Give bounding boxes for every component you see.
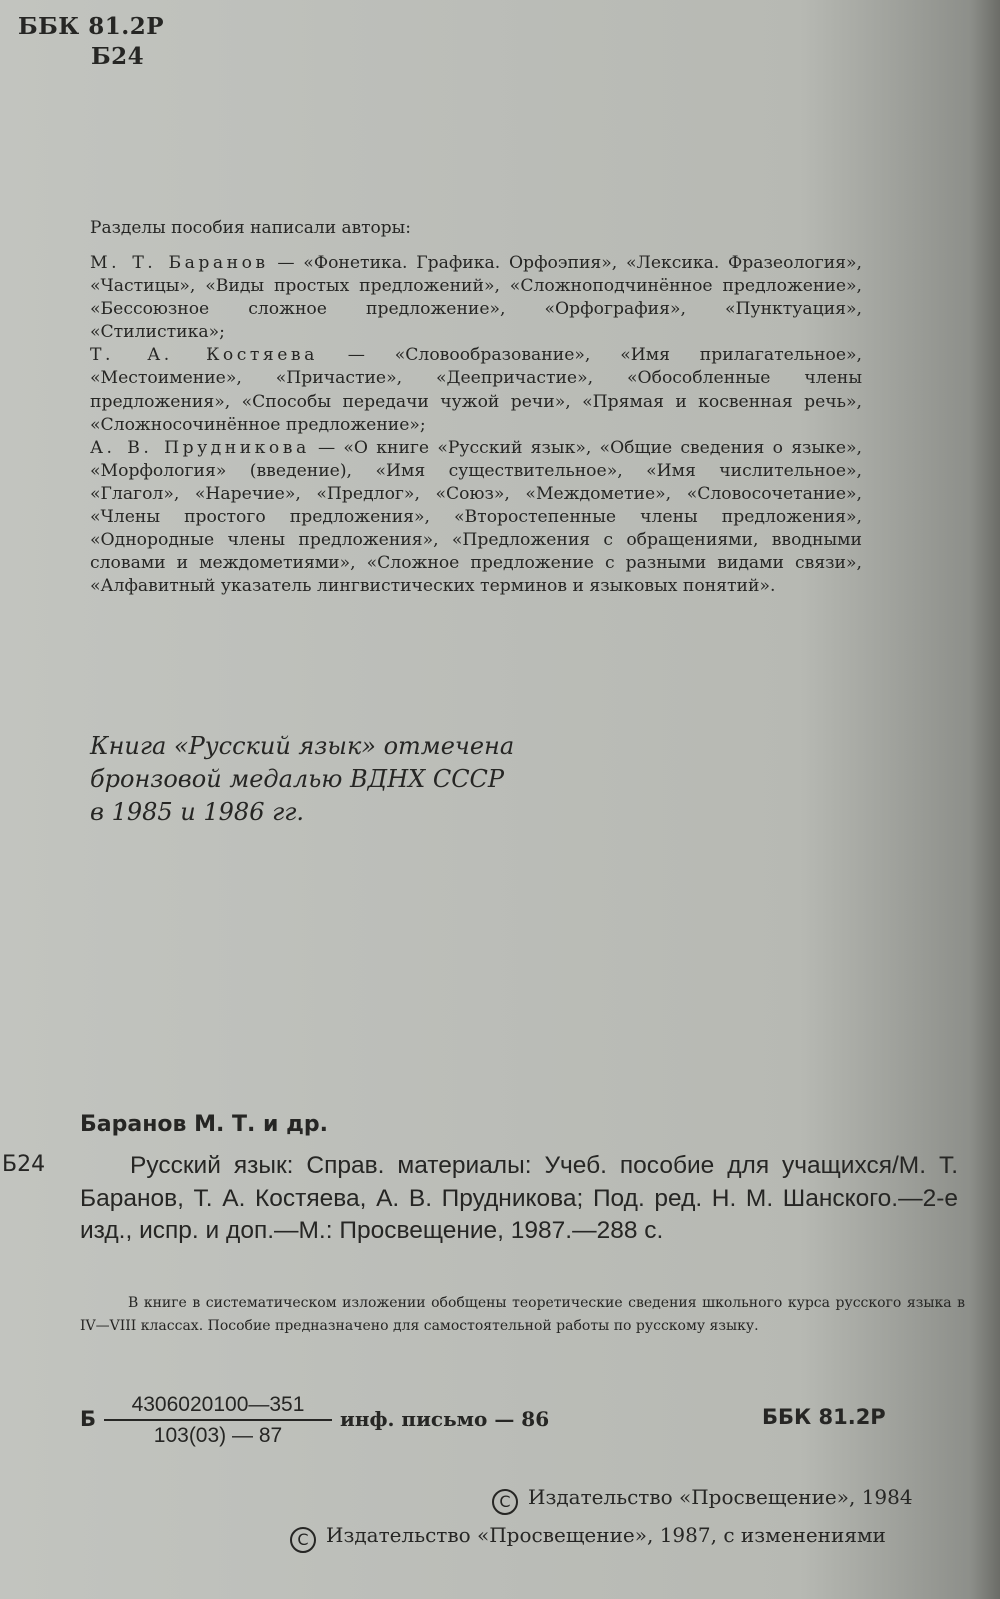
bbk-bottom: ББК 81.2Р: [762, 1405, 886, 1429]
copyright-text: Издательство «Просвещение», 1984: [528, 1485, 913, 1509]
author-name: Т. А. Костяева: [90, 345, 318, 366]
author-name: А. В. Прудникова: [90, 437, 310, 458]
copyright-1984: [492, 1485, 913, 1515]
author-sections: — «Фонетика. Графика. Орфоэпия», «Лексика. Фразеология», «Частицы», «Виды простых предложений», «Сложноподчинённое предложение», «Бессоюзное сложное предложение», «Орфография», «Пунктуация», «Стилистика»;: [90, 253, 862, 343]
catalog-fraction: [104, 1393, 332, 1448]
copyright-1987: [290, 1523, 886, 1553]
author-entry: [90, 437, 862, 599]
copyright-icon: C: [492, 1489, 518, 1515]
bbk-code: ББК 81.2Р: [18, 13, 165, 40]
medal-notice: [90, 730, 610, 829]
biblio-code: Б24: [2, 1152, 46, 1177]
header-block: [18, 12, 164, 72]
catalog-numerator: 4306020100—351: [104, 1393, 332, 1421]
biblio-description: Русский язык: Справ. материалы: Учеб. пособие для учащихся/М. Т. Баранов, Т. А. Костяева, А. В. Прудникова; Под. ред. Н. М. Шанского.—2-е изд., испр. и доп.—М.: Просвещение, 1987.—288 с.: [80, 1152, 958, 1244]
medal-line: в 1985 и 1986 гг.: [90, 798, 304, 826]
catalog-letter: Б: [80, 1407, 97, 1431]
info-letter: инф. письмо — 86: [340, 1407, 550, 1431]
author-name: М. Т. Баранов: [90, 253, 269, 273]
author-sections: — «О книге «Русский язык», «Общие сведения о языке», «Морфология» (введение), «Имя существительное», «Имя числительное», «Глагол», «Наречие», «Предлог», «Союз», «Междометие», «Словосочетание», «Члены простого предложения», «Второстепенные члены предложения», «Однородные члены предложения», «Предложения с обращениями, вводными словами и междометиями», «Сложное предложение с разными видами связи», «Алфавитный указатель лингвистических терминов и языковых понятий».: [90, 437, 862, 597]
catalog-denominator: 103(03) — 87: [153, 1424, 283, 1447]
medal-line: бронзовой медалью ВДНХ СССР: [90, 765, 505, 793]
medal-line: Книга «Русский язык» отмечена: [90, 732, 515, 760]
authors-intro: Разделы пособия написали авторы:: [90, 218, 411, 238]
author-sections: — «Словообразование», «Имя прилагательное», «Местоимение», «Причастие», «Деепричастие», «Обособленные члены предложения», «Способы передачи чужой речи», «Прямая и косвенная речь», «Сложносочинённое предложение»;: [90, 345, 863, 435]
biblio-author: Баранов М. Т. и др.: [80, 1112, 328, 1137]
author-entry: [90, 344, 862, 436]
annotation: В книге в систематическом изложении обобщены теоретические сведения школьного курса русского языка в IV—VIII классах. Пособие предназначено для самостоятельной работы по русскому языку.: [80, 1295, 965, 1334]
copyright-icon: C: [290, 1527, 316, 1553]
author-sign-code: Б24: [91, 43, 145, 70]
copyright-text: Издательство «Просвещение», 1987, с изменениями: [326, 1523, 886, 1547]
authors-list: [90, 252, 862, 598]
author-entry: [90, 252, 862, 344]
